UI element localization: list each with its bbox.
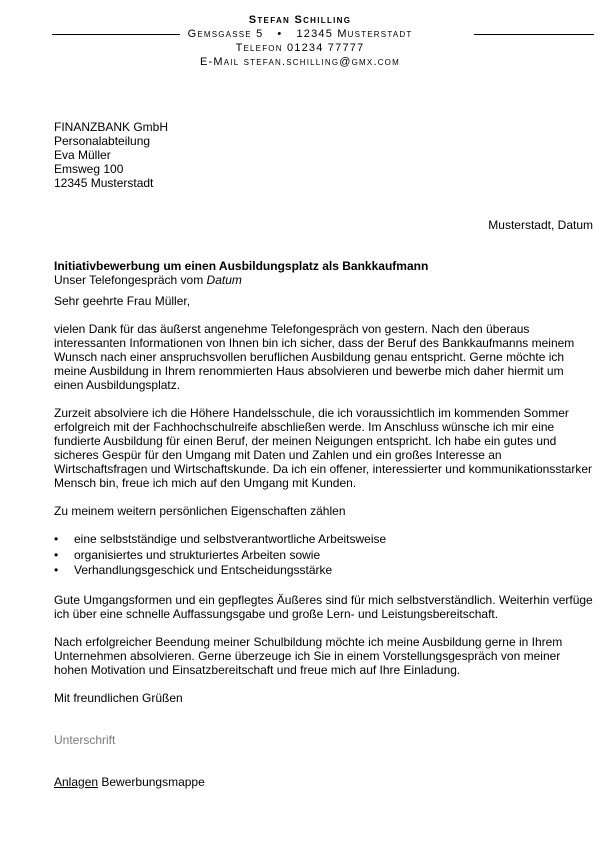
closing-formula: Mit freundlichen Grüßen [54,690,183,705]
enclosure-text: Bewerbungsmappe [98,774,205,789]
recipient-company: FINANZBANK GmbH [54,120,169,134]
sender-name: Stefan Schilling [248,14,352,26]
letter-body [54,259,594,789]
paragraph-manners: Gute Umgangsformen und ein gepflegtes Äußeres sind für mich selbstverständlich. Weiterhin verfüge ich über eine schnelle Auffassungsgabe und große Lern- und Leistungsbereitschaft. [54,592,593,621]
sender-phone: Telefon 01234 77777 [235,42,365,54]
list-item: • eine selbstständige und selbstverantwortliche Arbeitsweise [54,532,387,546]
recipient-department: Personalabteilung [54,134,151,148]
signature: Unterschrift [54,732,116,747]
traits-list [54,532,594,579]
traits-intro: Zu meinem weitern persönlichen Eigenschaften zählen [54,504,346,518]
reference-text: Unser Telefongespräch vom [54,273,207,287]
reference-date: Datum [206,273,242,287]
sender-city: 12345 Musterstadt [296,28,413,40]
enclosure-label: Anlagen [54,774,99,789]
recipient-address [54,120,168,190]
salutation: Sehr geehrte Frau Müller, [54,294,191,308]
list-item: • organisiertes und strukturiertes Arbeiten sowie [54,547,321,562]
place-date: Musterstadt, Datum [488,218,593,232]
bullet-icon: • [54,563,59,577]
paragraph-closing: Nach erfolgreicher Beendung meiner Schulbildung möchte ich meine Ausbildung gerne in Ihrem Unternehmen absolvieren. Gerne überzeuge ich Sie in einem Vorstellungsgespräch von meiner hohen Motivation und Einsatzbereitschaft und freue mich auf Ihre Einladung. [54,634,563,677]
enclosure [54,775,594,789]
address-separator: • [277,28,283,40]
bullet-icon: • [54,547,59,562]
recipient-person: Eva Müller [54,148,111,162]
paragraph-intro: vielen Dank für das äußerst angenehme Telefongespräch von gestern. Nach den überaus interessanten Informationen von Ihnen bin ich sicher, dass der Beruf des Bankkaufmanns meinem Wunsch nach einer anspruchsvollen beruflichen Ausbildung genau entspricht. Gerne möchte ich meine Ausbildung in Ihrem renommierten Haus absolvieren und bewerbe mich daher hiermit um einen Ausbildungsplatz. [54,322,575,392]
sender-address [0,27,600,41]
reference-line [54,273,594,287]
recipient-city: 12345 Musterstadt [54,176,154,190]
subject-line: Initiativbewerbung um einen Ausbildungsplatz als Bankkaufmann [54,259,429,273]
letterhead [0,14,600,69]
sender-email: E-Mail stefan.schilling@gmx.com [200,56,400,68]
paragraph-education: Zurzeit absolviere ich die Höhere Handelsschule, die ich voraussichtlich im kommenden Sommer erfolgreich mit der Fachhochschulreife abschließen werde. Im Anschluss wünsche ich mir eine fundierte Ausbildung für einen Beruf, der meinen Neigungen entspricht. Ich habe ein gutes und sicheres Gespür für den Umgang mit Daten und Zahlen und ein großes Interesse an Wirtschaftsfragen und Wirtschaftskunde. Da ich ein offener, interessierter und kommunikationsstarker Mensch bin, freue ich mich auf den Umgang mit Kunden. [54,406,593,490]
recipient-street: Emsweg 100 [54,162,124,176]
bullet-icon: • [54,532,59,546]
sender-street: Gemsgasse 5 [187,28,264,40]
list-item: • Verhandlungsgeschick und Entscheidungsstärke [54,563,333,577]
